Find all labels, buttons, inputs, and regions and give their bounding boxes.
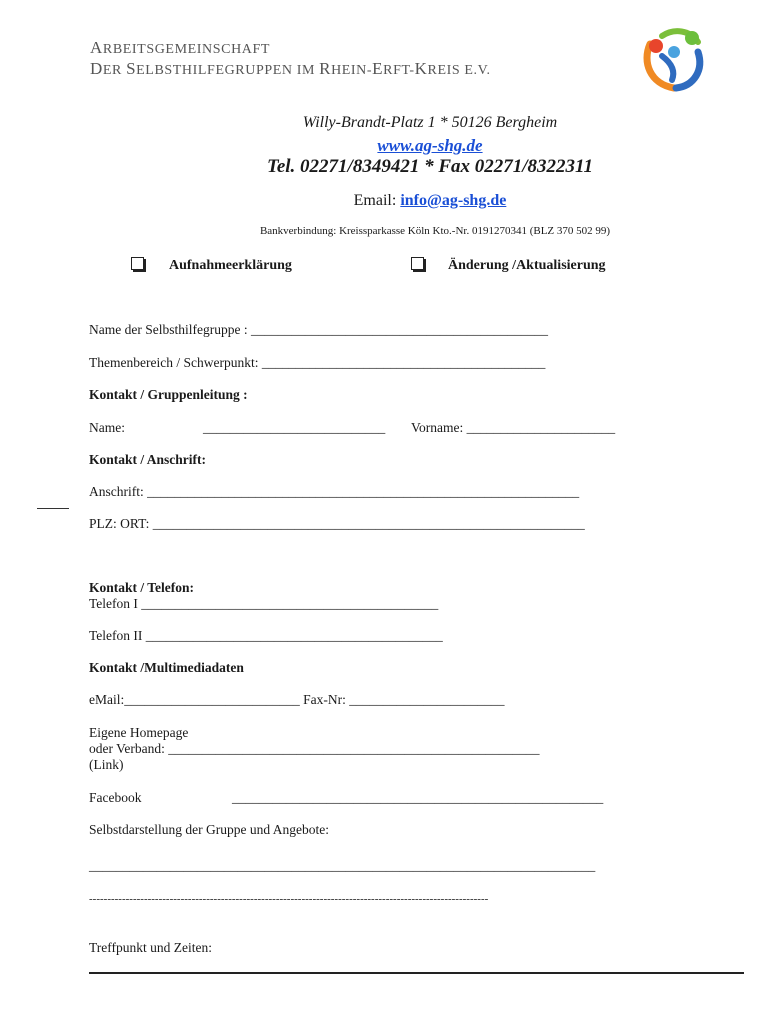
contact-address-heading: Kontakt / Anschrift: — [89, 452, 207, 467]
org-dash-2: - — [409, 63, 415, 78]
name-label: Name: — [89, 420, 125, 435]
org-text-1: RBEITSGEMEINSCHAFT — [102, 42, 271, 57]
org-line-1 — [90, 38, 491, 59]
self-presentation-line-1[interactable]: ___________________________________________________________________________ — [89, 858, 596, 873]
email-fax-field[interactable]: eMail:__________________________ Fax-Nr: _______________________ — [89, 692, 505, 707]
vorname-field[interactable]: Vorname: ______________________ — [411, 420, 616, 435]
name-field[interactable]: ___________________________ — [203, 420, 386, 435]
homepage-link-label: (Link) — [89, 757, 124, 772]
org-text-2: ELBSTHILFEGRUPPEN IM — [136, 63, 320, 78]
people-circle-logo — [640, 22, 708, 92]
anschrift-field[interactable]: Anschrift: ________________________________________________________________ — [89, 484, 580, 499]
org-cap-r: R — [319, 59, 332, 78]
telefon-2-field[interactable]: Telefon II ____________________________________________ — [89, 628, 443, 643]
new-membership-label: Aufnahmeerklärung — [169, 258, 292, 273]
org-text-hein: HEIN — [331, 63, 367, 78]
email-link[interactable]: info@ag-shg.de — [400, 192, 507, 209]
facebook-label: Facebook — [89, 790, 142, 805]
meeting-place-label: Treffpunkt und Zeiten: — [89, 940, 212, 955]
org-dash-1: - — [366, 63, 373, 78]
new-membership-checkbox[interactable] — [131, 257, 144, 270]
org-text-er: ER — [102, 63, 127, 78]
update-label: Änderung /Aktualisierung — [448, 258, 606, 273]
group-name-field[interactable]: Name der Selbsthilfegruppe : ____________________________________________ — [89, 322, 548, 337]
contact-phone-heading: Kontakt / Telefon: — [89, 580, 195, 595]
plz-ort-field[interactable]: PLZ: ORT: ________________________________________________________________ — [89, 516, 585, 531]
org-text-v: .V. — [473, 63, 491, 78]
org-line-2 — [90, 59, 491, 80]
website-link[interactable]: www.ag-shg.de — [377, 136, 483, 155]
homepage-field[interactable]: oder Verband: _______________________________________________________ — [89, 741, 540, 756]
email-line — [0, 192, 770, 210]
self-presentation-line-2[interactable]: ------------------------------------------------------------------------------------------------------------- — [89, 893, 489, 905]
org-cap-s: S — [126, 59, 137, 78]
facebook-field[interactable]: _______________________________________________________ — [232, 790, 604, 805]
org-cap-e: E — [372, 59, 384, 78]
homepage-label: Eigene Homepage — [89, 725, 189, 740]
self-presentation-label: Selbstdarstellung der Gruppe und Angebote: — [89, 822, 329, 837]
contact-lead-heading: Kontakt / Gruppenleitung : — [89, 387, 248, 402]
address-line: Willy-Brandt-Platz 1 * 50126 Bergheim — [302, 114, 558, 131]
bottom-rule — [89, 972, 744, 974]
margin-mark — [37, 508, 69, 509]
contact-media-heading: Kontakt /Multimediadaten — [89, 660, 244, 675]
org-cap-k: K — [414, 59, 428, 78]
bank-details: Bankverbindung: Kreissparkasse Köln Kto.-Nr. 0191270341 (BLZ 370 502 99) — [259, 225, 611, 237]
org-cap-a: A — [90, 38, 103, 57]
organization-name — [90, 38, 491, 80]
email-label: Email: — [353, 192, 401, 209]
org-cap-d: D — [90, 59, 103, 78]
topic-field[interactable]: Themenbereich / Schwerpunkt: __________________________________________ — [89, 355, 546, 370]
org-text-rft: RFT — [383, 63, 410, 78]
update-checkbox[interactable] — [411, 257, 424, 270]
org-text-reis: REIS E — [427, 63, 474, 78]
phone-fax-line: Tel. 02271/8349421 * Fax 02271/8322311 — [266, 156, 593, 177]
telefon-1-field[interactable]: Telefon I ____________________________________________ — [89, 596, 439, 611]
